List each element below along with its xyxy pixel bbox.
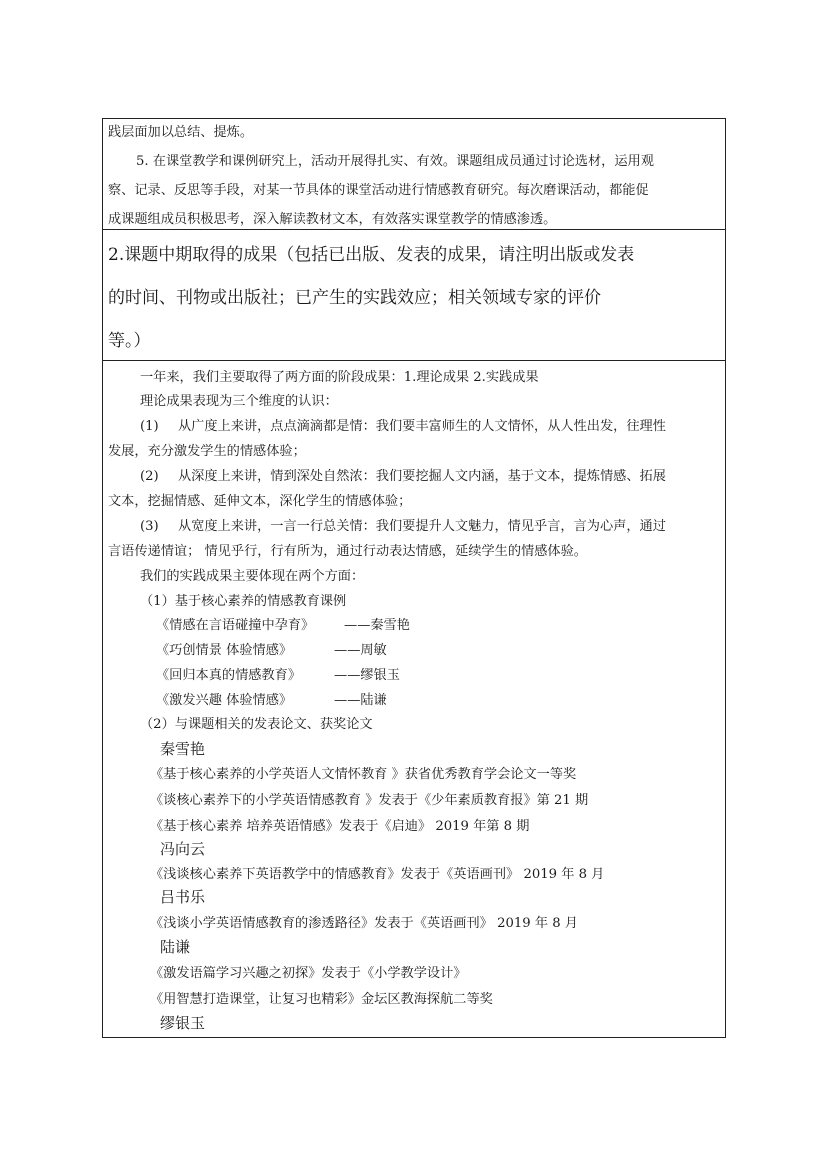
point-number: (3) (140, 519, 159, 534)
point-text: 从深度上来讲，情到深处自然浓：我们要挖掘人文内涵，基于文本，提炼情感、拓展 (178, 469, 666, 484)
case-title: 《情感在言语碰撞中孕育》 (156, 618, 315, 633)
section1-line: 践层面加以总结、提炼。 (108, 125, 254, 140)
practice-intro: 我们的实践成果主要体现在两个方面： (140, 569, 365, 584)
point-number: (2) (140, 469, 159, 484)
case-title: 《巧创情景 体验情感》 (156, 643, 293, 658)
case-author: ——秦雪艳 (344, 618, 410, 633)
point-text: 文本，挖掘情感、延伸文本，深化学生的情感体验； (108, 494, 412, 509)
paper-entry: 《基于核心素养的小学英语人文情怀教育 》获省优秀教育学会论文一等奖 (150, 767, 577, 782)
case-author: ——周敏 (334, 643, 387, 658)
paper-entry: 《浅谈核心素养下英语教学中的情感教育》发表于《英语画刊》 2019 年 8 月 (150, 867, 605, 882)
section2-heading-line: 2.课题中期取得的成果（包括已出版、发表的成果，请注明出版或发表 (108, 245, 635, 265)
point-text: 发展，充分激发学生的情感体验； (108, 444, 306, 459)
author-name: 秦雪艳 (160, 740, 206, 758)
case-title: 《激发兴趣 体验情感》 (156, 693, 293, 708)
point-text: 言语传递情谊； 情见乎行，行有所为，通过行动表达情感，延续学生的情感体验。 (108, 544, 587, 559)
case-author: ——陆谦 (334, 693, 387, 708)
intro-line: 一年来，我们主要取得了两方面的阶段成果：1.理论成果 2.实践成果 (140, 370, 539, 385)
section1-line: 察、记录、反思等手段，对某一节具体的课堂活动进行情感教育研究。每次磨课活动，都能促 (108, 183, 649, 198)
section1-line: 成课题组成员积极思考，深入解读教材文本，有效落实课堂教学的情感渗透。 (108, 212, 557, 227)
section2-heading-line: 等。） (108, 331, 151, 351)
theory-intro: 理论成果表现为三个维度的认识： (140, 394, 338, 409)
point-text: 从宽度上来讲，一言一行总关情：我们要提升人文魅力，情见乎言，言为心声，通过 (178, 519, 666, 534)
paper-entry: 《激发语篇学习兴趣之初探》发表于《小学教学设计》 (150, 966, 467, 981)
case-title: 《回归本真的情感教育》 (156, 668, 302, 683)
paper-entry: 《谈核心素养下的小学英语情感教育 》发表于《少年素质教育报》第 21 期 (150, 793, 589, 808)
author-name: 陆谦 (160, 938, 191, 956)
section2-heading-line: 的时间、刊物或出版社；已产生的实践效应；相关领域专家的评价 (108, 288, 601, 308)
subsection-title: （1）基于核心素养的情感教育课例 (140, 594, 347, 609)
subsection-title: （2）与课题相关的发表论文、获奖论文 (140, 717, 373, 732)
author-name: 冯向云 (160, 840, 206, 858)
point-text: 从广度上来讲，点点滴滴都是情：我们要丰富师生的人文情怀，从人性出发，往理性 (178, 419, 666, 434)
section1-line: 5. 在课堂教学和课例研究上，活动开展得扎实、有效。课题组成员通过讨论选材，运用观 (136, 154, 654, 169)
paper-entry: 《浅谈小学英语情感教育的渗透路径》发表于《英语画刊》 2019 年 8 月 (150, 916, 578, 931)
paper-entry: 《基于核心素养 培养英语情感》发表于《启迪》 2019 年第 8 期 (150, 819, 530, 834)
case-author: ——缪银玉 (334, 668, 400, 683)
point-number: (1) (140, 419, 159, 434)
author-name: 缪银玉 (160, 1014, 206, 1032)
author-name: 吕书乐 (160, 888, 206, 906)
paper-entry: 《用智慧打造课堂，让复习也精彩》金坛区教海探航二等奖 (150, 992, 493, 1007)
